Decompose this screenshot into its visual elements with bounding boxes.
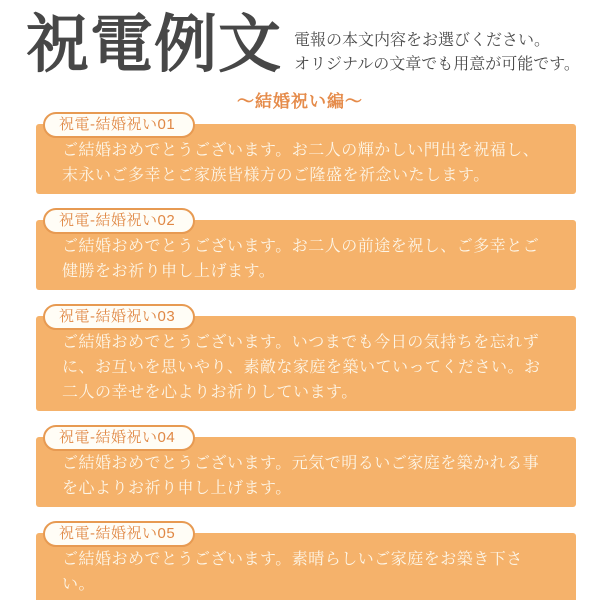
card-label-05: 祝電-結婚祝い05 (43, 521, 195, 547)
telegram-example-card-01[interactable] (36, 116, 576, 194)
card-text-05: ご結婚おめでとうございます。素晴らしいご家庭をお築き下さい。 (62, 551, 523, 594)
page-title: 祝電例文 (26, 10, 282, 80)
card-text-04: ご結婚おめでとうございます。元気で明るいご家庭を築かれる事を心よりお祈り申し上げます。 (62, 455, 540, 498)
page-subtitle (294, 29, 580, 77)
telegram-example-list (36, 116, 576, 600)
card-label-02: 祝電-結婚祝い02 (43, 208, 195, 234)
telegram-example-card-05[interactable] (36, 525, 576, 600)
section-heading: 〜結婚祝い編〜 (237, 92, 363, 112)
subtitle-line-2: オリジナルの文章でも用意が可能です。 (294, 56, 580, 74)
card-text-01: ご結婚おめでとうございます。お二人の輝かしい門出を祝福し、末永いご多幸とご家族皆様方のご隆盛を祈念いたします。 (62, 142, 540, 185)
subtitle-line-1: 電報の本文内容をお選びください。 (294, 32, 551, 50)
card-label-03: 祝電-結婚祝い03 (43, 304, 195, 330)
telegram-example-card-04[interactable] (36, 429, 576, 507)
card-text-02: ご結婚おめでとうございます。お二人の前途を祝し、ご多幸とご健勝をお祈り申し上げます。 (62, 238, 540, 281)
card-label-04: 祝電-結婚祝い04 (43, 425, 195, 451)
header (0, 0, 600, 82)
telegram-example-card-02[interactable] (36, 212, 576, 290)
card-label-01: 祝電-結婚祝い01 (43, 112, 195, 138)
telegram-example-card-03[interactable] (36, 308, 576, 411)
card-text-03: ご結婚おめでとうございます。いつまでも今日の気持ちを忘れずに、お互いを思いやり、素敵な家庭を築いていってください。お二人の幸せを心よりお祈りしています。 (62, 334, 541, 402)
